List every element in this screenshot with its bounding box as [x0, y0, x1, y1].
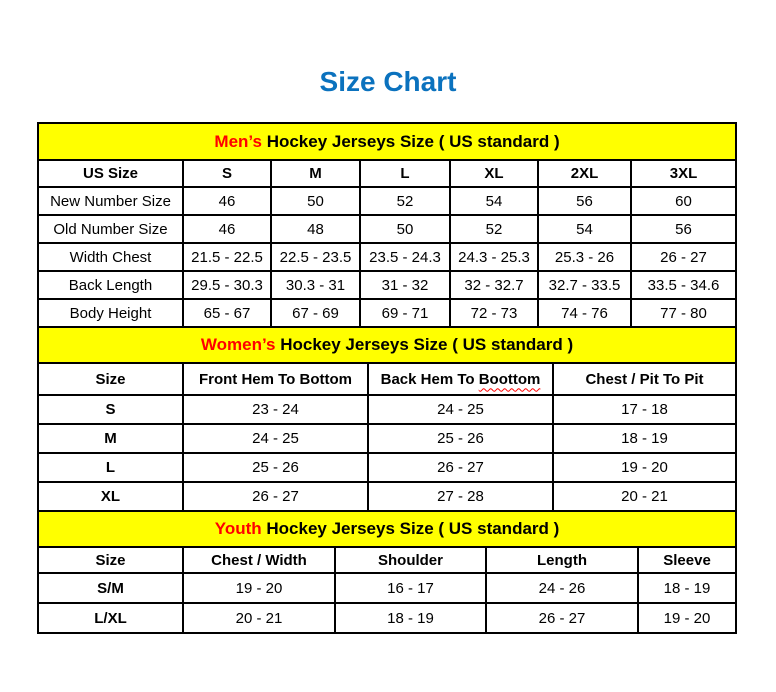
cell: 25.3 - 26	[538, 243, 631, 271]
cell: 26 - 27	[631, 243, 736, 271]
cell: 56	[631, 215, 736, 243]
cell: 60	[631, 187, 736, 215]
youth-col-header: Shoulder	[335, 547, 486, 573]
cell: 24.3 - 25.3	[450, 243, 538, 271]
youth-col-header: Chest / Width	[183, 547, 335, 573]
cell: 32.7 - 33.5	[538, 271, 631, 299]
row-label: Old Number Size	[38, 215, 183, 243]
cell: 27 - 28	[368, 482, 553, 511]
cell: 24 - 25	[368, 395, 553, 424]
table-row	[38, 603, 736, 633]
womens-col-header-misspelled-word: Boottom	[478, 370, 541, 388]
mens-header-row	[38, 160, 736, 187]
mens-section-header	[38, 123, 736, 160]
row-label: Body Height	[38, 299, 183, 327]
cell: 16 - 17	[335, 573, 486, 603]
cell: 26 - 27	[368, 453, 553, 482]
mens-col-header: L	[360, 160, 450, 187]
womens-col-header	[368, 363, 553, 395]
row-label: Back Length	[38, 271, 183, 299]
mens-col-header: US Size	[38, 160, 183, 187]
mens-size-table	[37, 122, 737, 328]
cell: 25 - 26	[368, 424, 553, 453]
row-label: M	[38, 424, 183, 453]
cell: 52	[450, 215, 538, 243]
table-row	[38, 215, 736, 243]
mens-col-header: M	[271, 160, 360, 187]
cell: 17 - 18	[553, 395, 736, 424]
table-row	[38, 395, 736, 424]
cell: 22.5 - 23.5	[271, 243, 360, 271]
womens-col-header-prefix: Back Hem To	[380, 370, 479, 388]
cell: 50	[271, 187, 360, 215]
row-label: S	[38, 395, 183, 424]
cell: 25 - 26	[183, 453, 368, 482]
cell: 30.3 - 31	[271, 271, 360, 299]
cell: 19 - 20	[183, 573, 335, 603]
cell: 23.5 - 24.3	[360, 243, 450, 271]
table-row	[38, 299, 736, 327]
mens-section-accent: Men’s	[214, 131, 262, 151]
cell: 33.5 - 34.6	[631, 271, 736, 299]
mens-col-header: S	[183, 160, 271, 187]
cell: 23 - 24	[183, 395, 368, 424]
row-label: S/M	[38, 573, 183, 603]
row-label: Width Chest	[38, 243, 183, 271]
cell: 19 - 20	[638, 603, 736, 633]
cell: 18 - 19	[335, 603, 486, 633]
cell: 69 - 71	[360, 299, 450, 327]
cell: 46	[183, 215, 271, 243]
youth-col-header: Sleeve	[638, 547, 736, 573]
youth-section-accent: Youth	[214, 519, 262, 538]
cell: 67 - 69	[271, 299, 360, 327]
cell: 46	[183, 187, 271, 215]
mens-section-title: Hockey Jerseys Size ( US standard )	[261, 131, 560, 151]
cell: 29.5 - 30.3	[183, 271, 271, 299]
youth-col-header: Length	[486, 547, 638, 573]
cell: 74 - 76	[538, 299, 631, 327]
cell: 20 - 21	[183, 603, 335, 633]
cell: 18 - 19	[553, 424, 736, 453]
cell: 77 - 80	[631, 299, 736, 327]
youth-section-header	[38, 511, 736, 547]
row-label: L/XL	[38, 603, 183, 633]
cell: 52	[360, 187, 450, 215]
cell: 21.5 - 22.5	[183, 243, 271, 271]
table-row	[38, 243, 736, 271]
cell: 31 - 32	[360, 271, 450, 299]
cell: 26 - 27	[183, 482, 368, 511]
cell: 54	[538, 215, 631, 243]
table-row	[38, 424, 736, 453]
cell: 56	[538, 187, 631, 215]
row-label: XL	[38, 482, 183, 511]
womens-col-header: Size	[38, 363, 183, 395]
youth-size-table	[37, 510, 737, 634]
cell: 72 - 73	[450, 299, 538, 327]
youth-section-header-row	[38, 511, 736, 547]
table-row	[38, 482, 736, 511]
table-row	[38, 271, 736, 299]
youth-col-header: Size	[38, 547, 183, 573]
table-row	[38, 573, 736, 603]
page-title: Size Chart	[319, 66, 457, 97]
womens-header-row	[38, 363, 736, 395]
womens-size-table	[37, 326, 737, 512]
mens-col-header: 3XL	[631, 160, 736, 187]
table-row	[38, 453, 736, 482]
cell: 20 - 21	[553, 482, 736, 511]
womens-section-accent: Women’s	[200, 335, 276, 354]
cell: 48	[271, 215, 360, 243]
size-chart	[37, 122, 735, 634]
cell: 32 - 32.7	[450, 271, 538, 299]
womens-section-header	[38, 327, 736, 363]
cell: 24 - 26	[486, 573, 638, 603]
cell: 19 - 20	[553, 453, 736, 482]
row-label: New Number Size	[38, 187, 183, 215]
table-row	[38, 187, 736, 215]
youth-header-row	[38, 547, 736, 573]
cell: 18 - 19	[638, 573, 736, 603]
cell: 54	[450, 187, 538, 215]
youth-section-title: Hockey Jerseys Size ( US standard )	[261, 519, 560, 538]
womens-col-header: Front Hem To Bottom	[183, 363, 368, 395]
womens-section-header-row	[38, 327, 736, 363]
cell: 50	[360, 215, 450, 243]
row-label: L	[38, 453, 183, 482]
cell: 26 - 27	[486, 603, 638, 633]
womens-col-header: Chest / Pit To Pit	[553, 363, 736, 395]
mens-section-header-row	[38, 123, 736, 160]
mens-col-header: XL	[450, 160, 538, 187]
cell: 65 - 67	[183, 299, 271, 327]
mens-col-header: 2XL	[538, 160, 631, 187]
cell: 24 - 25	[183, 424, 368, 453]
womens-section-title: Hockey Jerseys Size ( US standard )	[275, 335, 574, 354]
